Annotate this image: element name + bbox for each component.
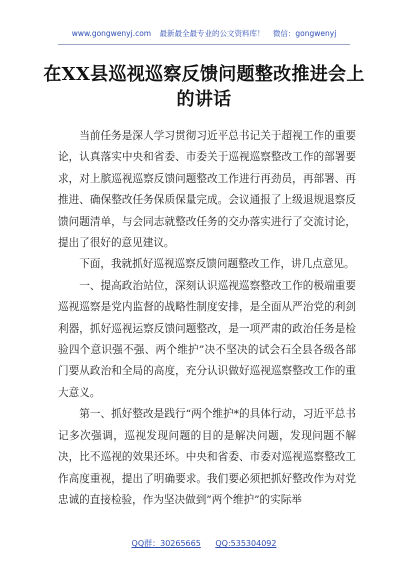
header-slogan: 最新最全最专业的公文资料库！ xyxy=(159,29,265,38)
footer-qq[interactable]: QQ:535304092 xyxy=(215,539,277,548)
document-title: 在XX县巡视巡察反馈问题整改推进会上的讲话 xyxy=(43,64,365,110)
header-wechat: 微信：gongwenyj xyxy=(272,29,337,38)
paragraph-intro: 当前任务是深人学习贯彻习近平总书记关于超视工作的重要论，认真落实中央和省委、市委关于巡视巡察整改工作的部署要求，对上膑巡视巡察反馈问题整改工作进行再劲员，再部署、再推进、确保整改任务保质保量完成。会议通报了上级退规退察反馈问题清单，与会同志就整改任务的交办落实进行了交流讨论，提出了很好的意见建议。 xyxy=(58,130,356,250)
page-footer xyxy=(0,538,408,549)
paragraph-preface: 下面，我就抓好巡视巡察反馈问题整改工作，讲几点意见。 xyxy=(79,258,355,271)
footer-qq-group[interactable]: QQ群：30265665 xyxy=(131,539,201,548)
paragraph-point-one: 第一、抓好整改是践行“两个维护*的具体行动，习近平总书记多次强调，巡视发现问题的目的是解决问题，发现问题不解决，比不巡视的效果还坏。中央和省委、市委对巡视巡察整改工作高度重视，提出了明确要求。我们要必须把抓好整改作为对党忠诚的直接检验，作为坚决做到”两个维护”的实际举 xyxy=(58,408,356,506)
header-divider xyxy=(58,44,350,45)
page-header xyxy=(0,28,408,39)
paragraph-section-one: 一、提高政治站位，深刻认识巡视巡察整改工作的极端重要巡视巡察是党内监督的战略性制度安排，是全面从严治党的利剑利器，抓好巡视运察反馈问题整改，是一项严肃的政治任务是检验四个意识强不强、两个维护”决不坚决的试会石全县各级各部门要从政治和全局的高度，充分认识做好巡视巡察整改工作的重大意义。 xyxy=(58,279,356,399)
document-body xyxy=(58,126,356,511)
header-site-link[interactable]: www.gongwenyj.com xyxy=(71,29,152,38)
